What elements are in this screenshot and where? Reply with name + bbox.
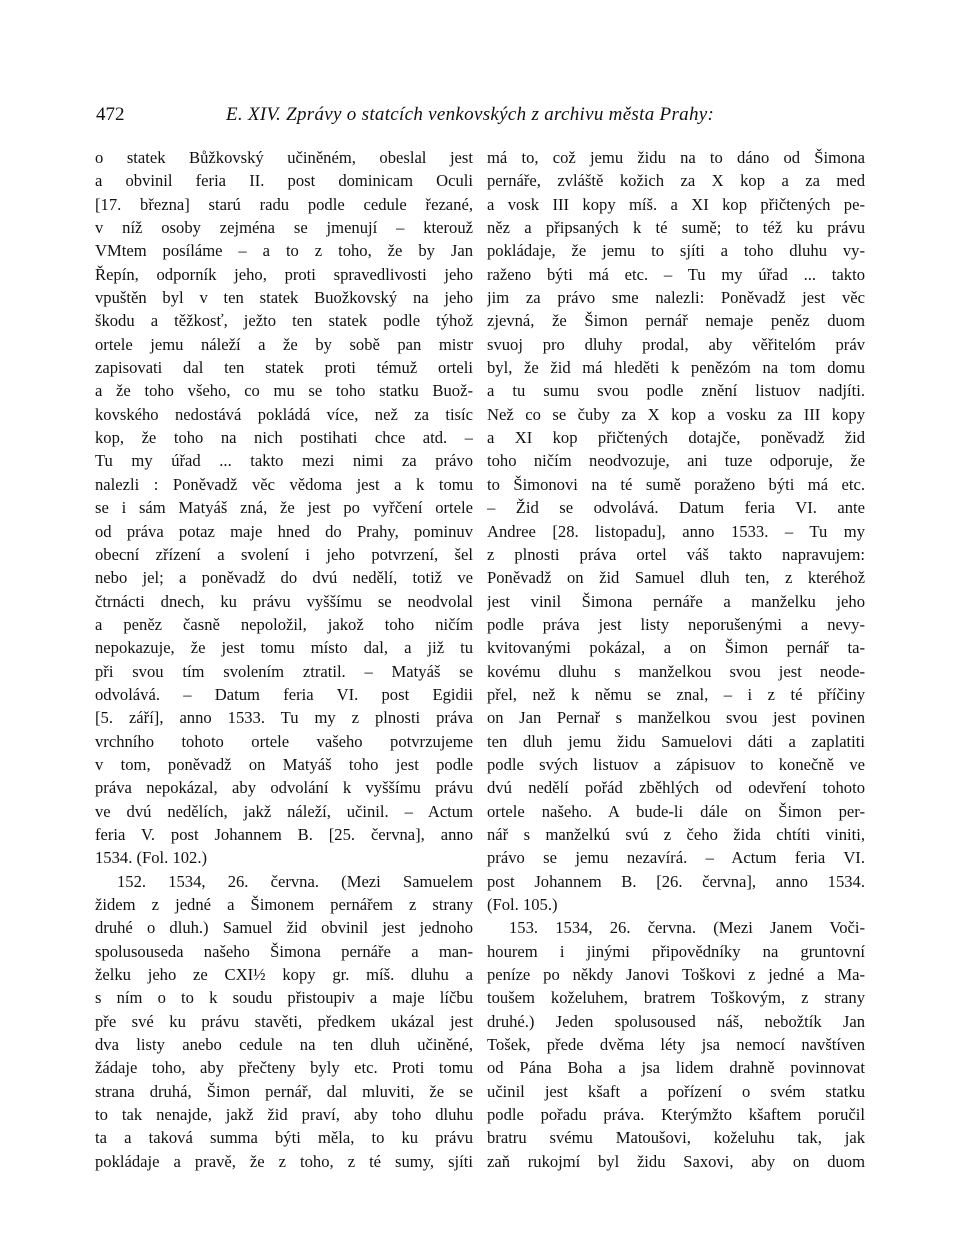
text-line: spolusouseda našeho Šimona pernáře a man-	[95, 941, 473, 961]
text-line: želku jeho ze CXI½ kopy gr. míš. dluhu a	[95, 965, 473, 985]
text-line: byl, že žid má hleděti k penězóm na tom domu	[487, 358, 865, 378]
text-line: s ním o to k soudu přistoupiv a maje líčbu	[95, 988, 473, 1008]
text-line: to Šimonovi na té sumě poraženo býti má etc.	[487, 474, 865, 494]
text-line: žádaje toho, aby přečteny byly etc. Proti tomu	[95, 1058, 473, 1078]
text-line: [17. března] starú radu podle cedule řezané,	[95, 194, 473, 214]
text-line: zjevná, že Šimon pernář nemaje peněz duom	[487, 311, 865, 331]
text-line: podle svých listuov a zápisuov to konečně ve	[487, 754, 865, 774]
text-line: vrchního tohoto ortele vašeho potvrzujeme	[95, 731, 473, 751]
text-line: raženo býti má etc. – Tu my úřad ... takto	[487, 264, 865, 284]
text-line: – Žid se odvolává. Datum feria VI. ante	[487, 498, 865, 518]
text-line: z plnosti práva ortel váš takto napravujem:	[487, 544, 865, 564]
text-line: od Pána Boha a jsa lidem drahně povinnovat	[487, 1058, 865, 1078]
text-line: kovského nedostává pokládá více, než za tisíc	[95, 404, 473, 424]
text-line: svuoj pro dluhy prodal, aby věřitelóm práv	[487, 334, 865, 354]
text-line: škodu a těžkosť, ježto ten statek podle týhož	[95, 311, 473, 331]
left-column	[95, 146, 473, 1173]
text-line: toho ničím neodvozuje, ani tuze odporuje, že	[487, 451, 865, 471]
right-column	[487, 146, 865, 1173]
text-line: nebo jel; a poněvadž do dvú nedělí, totiž ve	[95, 568, 473, 588]
text-line: v níž osoby zejména se jmenují – kterouž	[95, 218, 473, 238]
text-line: ten dluh jemu židu Samuelovi dáti a zaplatiti	[487, 731, 865, 751]
text-line: nepokazuje, že jest tomu místo dal, a již tu	[95, 638, 473, 658]
text-line: bratru svému Matoušovi, koželuhu tak, jak	[487, 1128, 865, 1148]
text-line: toušem koželuhem, bratrem Toškovým, z strany	[487, 988, 865, 1008]
text-line: post Johannem B. [26. června], anno 1534.	[487, 871, 865, 891]
text-line: ortele našeho. A bude-li dále on Šimon per-	[487, 801, 865, 821]
text-line: on Jan Pernař s manželkou svou jest povinen	[487, 708, 865, 728]
text-line: VMtem posíláme – a to z toho, že by Jan	[95, 241, 473, 261]
text-line: kovému dluhu s manželkou svou jest neode-	[487, 661, 865, 681]
text-line: Než co se čuby za X kop a vosku za III kopy	[487, 404, 865, 424]
text-line: o statek Bůžkovský učiněném, obeslal jest	[95, 148, 473, 167]
text-line: peníze po někdy Janovi Toškovi z jedné a Ma-	[487, 965, 865, 985]
text-line: něz a připsaných k té sumě; to též ku právu	[487, 218, 865, 238]
text-line: podle práva jest listy neporušenými a nevy-	[487, 614, 865, 634]
text-line: Poněvadž on žid Samuel dluh ten, z kteréhož	[487, 568, 865, 588]
text-line: od práva potaz maje hned do Prahy, pominuv	[95, 521, 473, 541]
text-line: zapisovati dal ten statek proti témuž orteli	[95, 358, 473, 378]
text-line: čtrnácti dnech, ku právu vyššímu se neodvolal	[95, 591, 473, 611]
text-line: Andree [28. listopadu], anno 1533. – Tu my	[487, 521, 865, 541]
text-line: práva nepokázal, aby odvolání k vyššímu právu	[95, 778, 473, 798]
text-line: jest vinil Šimona pernáře a manželku jeho	[487, 591, 865, 611]
text-line: to tak nenajde, jakž žid praví, aby toho dluhu	[95, 1105, 473, 1125]
text-line: a peněz časně nepoložil, jakož toho ničím	[95, 614, 473, 634]
text-line: hourem i jinými připovědníky na gruntovní	[487, 941, 865, 961]
text-line: feria V. post Johannem B. [25. června], anno	[95, 824, 473, 844]
text-line: 1534. (Fol. 102.)	[95, 848, 208, 868]
text-line: vpuštěn byl v ten statek Buožkovský na jeho	[95, 288, 473, 308]
text-line: Tošek, přede dvěma léty jsa nemocí navštíven	[487, 1035, 865, 1055]
text-line: přel, než k němu se znal, – i z té příčiny	[487, 684, 865, 704]
text-line: a XI kop přičtených dotajče, poněvadž žid	[487, 428, 865, 448]
text-line: [5. září], anno 1533. Tu my z plnosti práva	[95, 708, 473, 728]
page-number: 472	[96, 104, 125, 125]
text-line: zaň rukojmí byl židu Saxovi, aby on duom	[487, 1151, 865, 1171]
text-line: dvú nedělí pořád zběhlých od odevření tohoto	[487, 778, 865, 798]
text-line: a tu sumu svou podle znění listuov nadjíti.	[487, 381, 865, 401]
text-line: Řepín, odporník jeho, proti spravedlivosti jeho	[95, 264, 473, 284]
text-line: nalezli : Poněvadž věc vědoma jest a k tomu	[95, 474, 473, 494]
text-line: strana druhá, Šimon pernář, dal mluviti, že se	[95, 1081, 473, 1101]
running-head: E. XIV. Zprávy o statcích venkovských z archivu města Prahy:	[226, 104, 715, 125]
text-line: právo se jemu nezavírá. – Actum feria VI.	[487, 848, 865, 868]
text-line: druhé.) Jeden spolusoused náš, nebožtík Jan	[487, 1011, 865, 1031]
text-line: dva listy anebo cedule na ten dluh učiněné,	[95, 1035, 473, 1055]
text-line: židem z jedné a Šimonem pernářem z strany	[95, 895, 473, 914]
text-line: a že toho všeho, co mu se toho statku Buož-	[95, 381, 473, 401]
text-line: podle pořadu práva. Kterýmžto kšaftem poručil	[487, 1105, 865, 1125]
text-line: (Fol. 105.)	[487, 895, 558, 914]
text-line: a obvinil feria II. post dominicam Oculi	[95, 171, 473, 191]
text-line: Tu my úřad ... takto mezi nimi za právo	[95, 451, 473, 471]
text-line: nář s manželkú svú z čeho žida chtíti viniti,	[487, 824, 865, 844]
text-line: má to, což jemu židu na to dáno od Šimona	[487, 148, 865, 167]
text-line: ortele jemu náleží a že by sobě pan mistr	[95, 334, 473, 354]
text-line: se i sám Matyáš zná, že jest po vyřčení ortele	[95, 498, 473, 518]
text-line: a vosk III kopy míš. a XI kop přičtených pe-	[487, 194, 865, 214]
text-line: učinil jest kšaft a pořízení o svém statku	[487, 1081, 865, 1101]
text-line: pokládaje a pravě, že z toho, z té sumy, sjíti	[95, 1151, 473, 1171]
text-line: druhé o dluh.) Samuel žid obvinil jest jednoho	[95, 918, 473, 938]
text-line: kop, že toho na nich postihati chce atd. –	[95, 428, 473, 448]
page-header	[96, 100, 866, 132]
text-line: ve dvú nedělích, jakž náleží, učinil. – Actum	[95, 801, 473, 821]
text-line: v tom, poněvadž on Matyáš toho jest podle	[95, 754, 473, 774]
text-line: ta a taková summa býti měla, to ku právu	[95, 1128, 473, 1148]
text-line: 152. 1534, 26. června. (Mezi Samuelem	[117, 871, 473, 891]
text-line: při svou tím svolením ztratil. – Matyáš se	[95, 661, 473, 681]
text-line: 153. 1534, 26. června. (Mezi Janem Voči-	[509, 918, 865, 938]
text-line: pře své ku právu stavěti, předkem ukázal jest	[95, 1011, 473, 1031]
text-line: kvitovanými pokázal, a on Šimon pernář ta-	[487, 638, 865, 658]
text-line: pokládaje, že jemu to sjíti a toho dluhu vy-	[487, 241, 865, 261]
text-line: pernáře, zvláště kožich za X kop a za med	[487, 171, 865, 191]
text-line: odvolává. – Datum feria VI. post Egidii	[95, 684, 473, 704]
text-line: jim za právo sme nalezli: Poněvadž jest věc	[487, 288, 865, 308]
text-line: obecní zřízení a svolení i jeho potvrzení, šel	[95, 544, 473, 564]
